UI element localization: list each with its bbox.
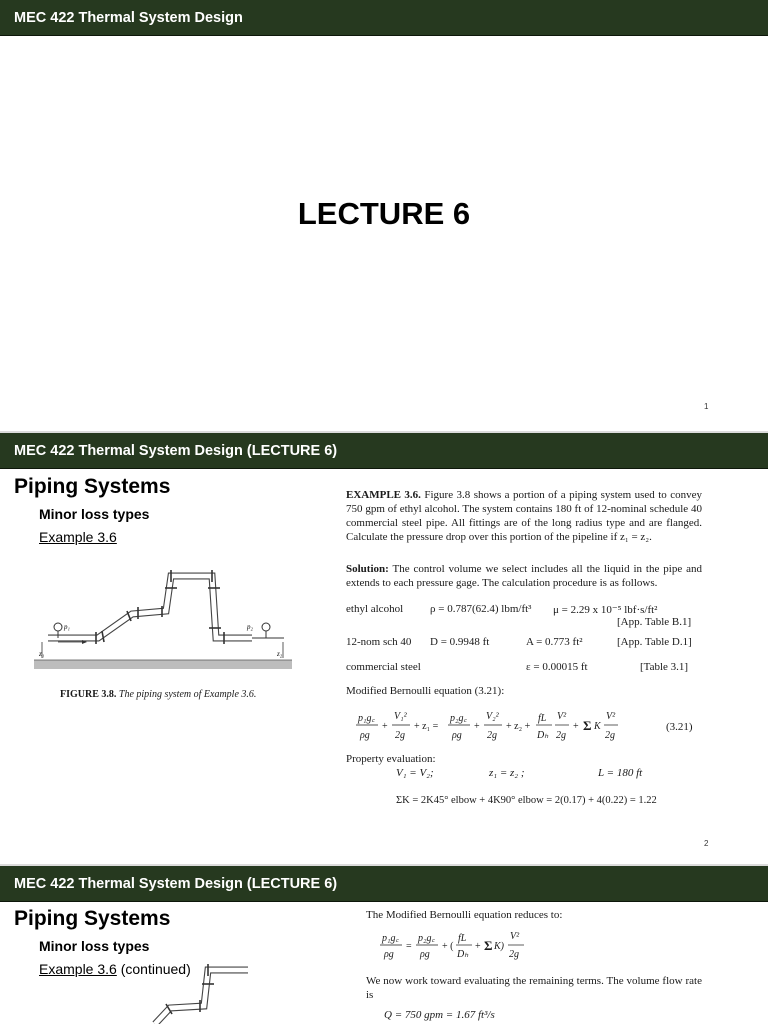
- example-statement: EXAMPLE 3.6. Figure 3.8 shows a portion of a piping system used to convey 750 gpm of ethyl alcohol. The system contains 180 ft of 12-nominal schedule 40 commercial steel pipe. All fittings are of the long radius type and are flanged. Calculate the pressure drop over this portion of the pipeline if z₁ = z₂.: [346, 489, 702, 543]
- slide-3: [0, 866, 768, 1024]
- svg-text:ρg: ρg: [384, 949, 394, 960]
- example-link[interactable]: Example 3.6 (continued): [39, 961, 191, 977]
- example-link[interactable]: Example 3.6: [39, 529, 117, 545]
- svg-text:V²: V²: [606, 711, 616, 722]
- svg-text:z₂: z₂: [277, 650, 283, 658]
- svg-text:Dₕ: Dₕ: [457, 949, 469, 960]
- prop-row-2-c1: D = 0.9948 ft: [430, 636, 490, 648]
- property-label: Property evaluation:: [346, 753, 436, 765]
- prop-row-1-c2: μ = 2.29 x 10⁻⁵ lbf·s/ft²: [553, 604, 658, 616]
- prop-row-3-ref: [Table 3.1]: [640, 661, 689, 673]
- page-number: 1: [704, 402, 709, 411]
- eval-elevation: z₁ = z₂ ;: [489, 767, 525, 779]
- bernoulli-label: Modified Bernoulli equation (3.21):: [346, 685, 505, 697]
- prop-row-3-label: commercial steel: [346, 661, 421, 673]
- svg-text:p₁g꜀: p₁g꜀: [382, 933, 399, 944]
- solution-text: Solution: The control volume we select includes all the liquid in the pipe and extends to each pressure gage. The calculation procedure is as follows.: [346, 563, 702, 589]
- svg-text:2g: 2g: [556, 730, 566, 741]
- slide-header: MEC 422 Thermal System Design (LECTURE 6): [0, 866, 768, 902]
- svg-text:+: +: [474, 721, 480, 732]
- page-number: 2: [704, 839, 709, 848]
- svg-text:fL: fL: [538, 713, 547, 724]
- piping-figure: [34, 558, 292, 688]
- svg-text:Σ: Σ: [583, 718, 592, 733]
- prop-row-1-ref: [App. Table B.1]: [617, 616, 692, 628]
- svg-text:=: =: [406, 941, 412, 952]
- svg-text:V₂²: V₂²: [486, 711, 499, 722]
- eval-length: L = 180 ft: [598, 767, 643, 779]
- slide-1: [0, 0, 768, 431]
- svg-text:+ z₁ =: + z₁ =: [414, 721, 439, 732]
- svg-text:V²: V²: [510, 931, 520, 942]
- svg-text:ρg: ρg: [452, 730, 462, 741]
- svg-text:2g: 2g: [509, 949, 519, 960]
- sum-k: ΣK = 2K45° elbow + 4K90° elbow = 2(0.17) + 4(0.22) = 1.22: [396, 795, 657, 806]
- prop-row-1-c1: ρ = 0.787(62.4) lbm/ft³: [430, 603, 532, 615]
- work-text: We now work toward evaluating the remaining terms. The volume flow rate is: [366, 975, 702, 1001]
- svg-text:Dₕ: Dₕ: [537, 730, 549, 741]
- reduced-equation: [380, 928, 530, 964]
- svg-text:V₁²: V₁²: [394, 711, 407, 722]
- svg-text:2g: 2g: [605, 730, 615, 741]
- svg-text:fL: fL: [458, 933, 467, 944]
- equation-number: (3.21): [666, 721, 693, 733]
- lecture-title: LECTURE 6: [297, 196, 471, 231]
- eval-velocity: V₁ = V₂;: [396, 767, 434, 779]
- svg-text:p₂: p₂: [247, 623, 253, 631]
- svg-text:p₂g꜀: p₂g꜀: [418, 933, 435, 944]
- svg-text:z₁: z₁: [39, 650, 45, 658]
- svg-text:+ z₂ +: + z₂ +: [506, 721, 531, 732]
- slide-header: MEC 422 Thermal System Design (LECTURE 6): [0, 433, 768, 469]
- svg-text:V²: V²: [557, 711, 567, 722]
- prop-row-3-c2: ε = 0.00015 ft: [526, 661, 588, 673]
- slide-heading: Piping Systems: [14, 907, 171, 930]
- flow-rate: Q = 750 gpm = 1.67 ft³/s: [384, 1009, 495, 1021]
- svg-text:p₂g꜀: p₂g꜀: [450, 713, 467, 724]
- bernoulli-equation: [356, 707, 700, 747]
- prop-row-1-label: ethyl alcohol: [346, 603, 404, 615]
- svg-text:p₁g꜀: p₁g꜀: [358, 713, 375, 724]
- slide-subheading: Minor loss types: [39, 506, 150, 522]
- slide-2: [0, 433, 768, 864]
- svg-text:+ (: + (: [442, 941, 454, 952]
- piping-figure-partial: [140, 962, 250, 1024]
- svg-text:+: +: [573, 721, 579, 732]
- reduces-text: The Modified Bernoulli equation reduces to:: [366, 909, 563, 921]
- slide-subheading: Minor loss types: [39, 938, 150, 954]
- slide-heading: Piping Systems: [14, 475, 171, 498]
- svg-text:2g: 2g: [395, 730, 405, 741]
- svg-text:K): K): [494, 941, 504, 952]
- prop-row-2-c2: A = 0.773 ft²: [526, 636, 583, 648]
- svg-text:p₁: p₁: [64, 623, 70, 631]
- svg-text:+: +: [475, 941, 481, 952]
- svg-text:ρg: ρg: [420, 949, 430, 960]
- svg-text:ρg: ρg: [360, 730, 370, 741]
- prop-row-2-label: 12-nom sch 40: [346, 636, 412, 648]
- figure-caption: FIGURE 3.8. The piping system of Example 3.6.: [60, 689, 257, 700]
- svg-text:K: K: [594, 721, 601, 732]
- svg-text:2g: 2g: [487, 730, 497, 741]
- svg-text:Σ: Σ: [484, 938, 493, 953]
- prop-row-2-ref: [App. Table D.1]: [617, 636, 692, 648]
- slide-header: MEC 422 Thermal System Design: [0, 0, 768, 36]
- svg-text:+: +: [382, 721, 388, 732]
